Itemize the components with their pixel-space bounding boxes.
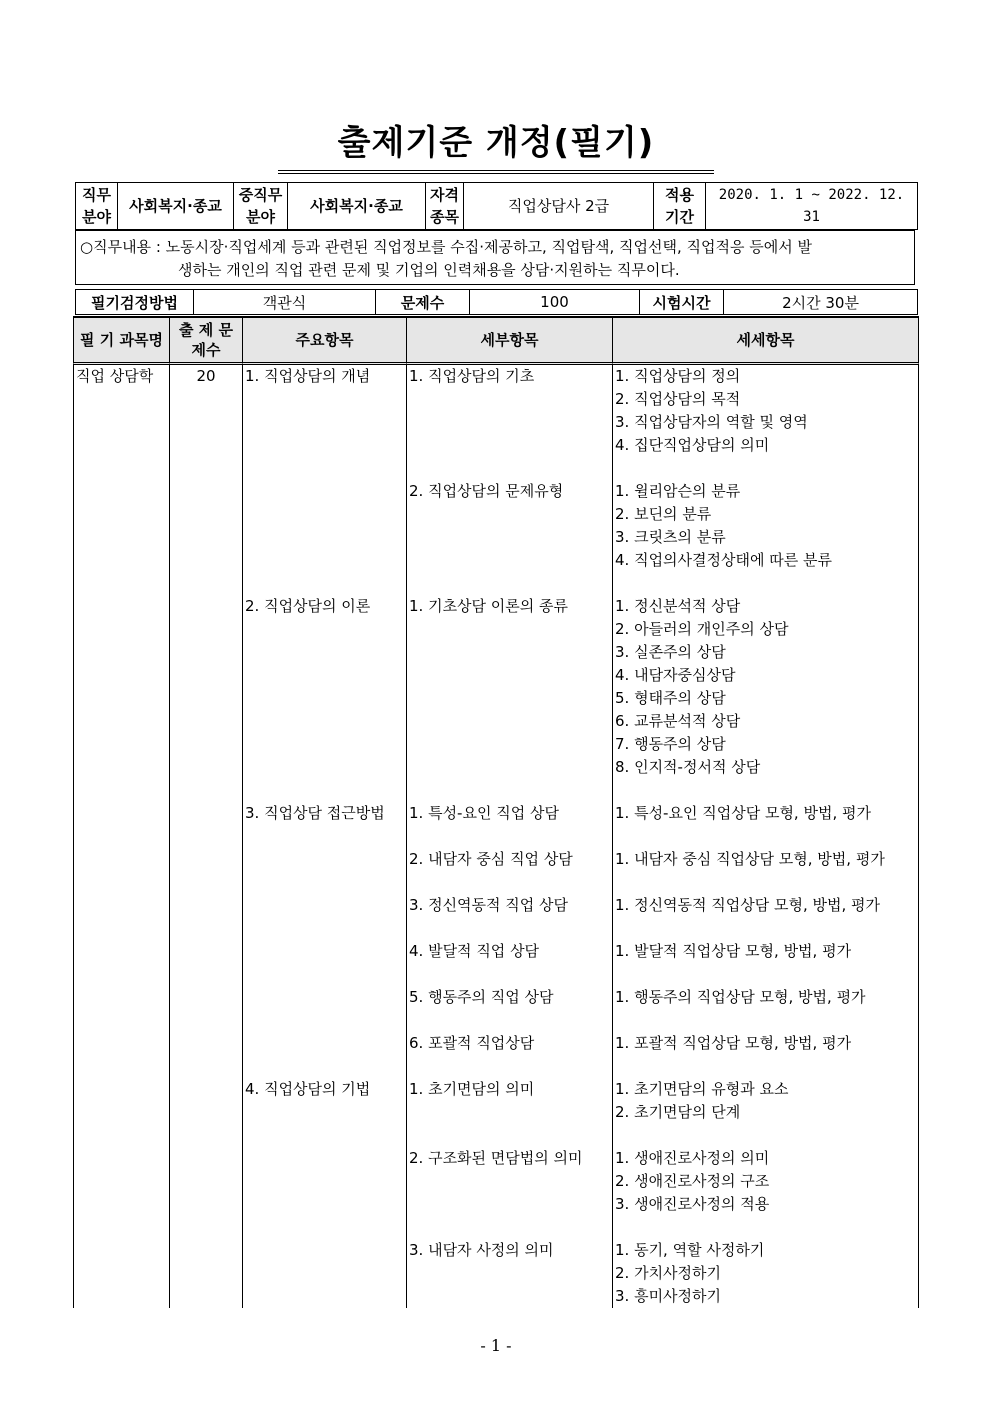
spacer (615, 917, 916, 940)
sub-item (409, 1193, 610, 1216)
detail-item: 8. 인지적-정서적 상담 (615, 758, 761, 776)
sub-item: 2. 직업상담의 문제유형 (409, 482, 564, 500)
sub-item: 3. 정신역동적 직업 상담 (409, 896, 569, 914)
spacer (615, 1216, 916, 1239)
detail-item: 3. 크릿츠의 분류 (615, 528, 726, 546)
main-item (245, 1032, 404, 1055)
detail-item: 1. 초기면담의 유형과 요소 (615, 1080, 789, 1098)
main-item: 3. 직업상담 접근방법 (245, 804, 385, 822)
spacer (615, 1055, 916, 1078)
exam-time-value: 2시간 30분 (724, 290, 918, 315)
sub-field-label: 중직무 분야 (234, 183, 288, 230)
sub-item (409, 641, 610, 664)
detail-item: 5. 형태주의 상담 (615, 689, 726, 707)
spacer (245, 457, 404, 480)
detail-item: 2. 직업상담의 목적 (615, 390, 741, 408)
spacer (615, 1009, 916, 1032)
main-item (245, 641, 404, 664)
header-sub-item: 세부항목 (407, 316, 613, 365)
spacer (615, 963, 916, 986)
main-item (245, 1170, 404, 1193)
cert-label: 자격 종목 (426, 183, 464, 230)
sub-item (409, 618, 610, 641)
info-table (75, 182, 918, 230)
sub-field-value: 사회복지·종교 (288, 183, 426, 230)
main-item (245, 388, 404, 411)
sub-item (409, 388, 610, 411)
spacer (245, 1009, 404, 1032)
spacer (409, 1124, 610, 1147)
header-main-item: 주요항목 (243, 316, 407, 365)
main-item (245, 1239, 404, 1262)
main-item (245, 940, 404, 963)
detail-item: 3. 실존주의 상담 (615, 643, 726, 661)
subject-name: 직업 상담학 (73, 365, 170, 1308)
detail-item: 1. 정신역동적 직업상담 모형, 방법, 평가 (615, 896, 881, 914)
main-item (245, 756, 404, 779)
spacer (409, 1216, 610, 1239)
spacer (245, 871, 404, 894)
sub-item: 1. 특성-요인 직업 상담 (409, 804, 559, 822)
detail-item: 3. 생애진로사정의 적용 (615, 1195, 770, 1213)
header-subject: 필 기 과목명 (73, 316, 170, 365)
sub-items-column (407, 365, 613, 1308)
detail-item: 3. 직업상담자의 역할 및 영역 (615, 413, 808, 431)
sub-item: 2. 구조화된 면담법의 의미 (409, 1149, 583, 1167)
main-item (245, 618, 404, 641)
sub-item (409, 1285, 610, 1308)
main-item (245, 411, 404, 434)
exam-method-value: 객관식 (194, 290, 376, 315)
header-count: 출 제 문제수 (170, 316, 243, 365)
detail-item: 6. 교류분석적 상담 (615, 712, 741, 730)
main-item (245, 503, 404, 526)
sub-item: 4. 발달적 직업 상담 (409, 942, 540, 960)
spacer (245, 1124, 404, 1147)
sub-item (409, 526, 610, 549)
detail-item: 2. 초기면담의 단계 (615, 1103, 741, 1121)
detail-item: 7. 행동주의 상담 (615, 735, 726, 753)
sub-item: 1. 기초상담 이론의 종류 (409, 597, 569, 615)
main-items-column (243, 365, 407, 1308)
spacer (409, 871, 610, 894)
sub-item (409, 710, 610, 733)
page-number: - 1 - (480, 1336, 512, 1355)
main-item (245, 434, 404, 457)
detail-item: 1. 내담자 중심 직업상담 모형, 방법, 평가 (615, 850, 885, 868)
cert-value: 직업상담사 2급 (464, 183, 654, 230)
main-item: 2. 직업상담의 이론 (245, 597, 371, 615)
spacer (615, 825, 916, 848)
main-item (245, 687, 404, 710)
detail-item: 1. 정신분석적 상담 (615, 597, 741, 615)
duty-line-1: ○직무내용 : 노동시장·직업세계 등과 관련된 직업정보를 수집·제공하고, 직업탐색, 직업선택, 직업적응 등에서 발 (80, 238, 812, 256)
period-value: 2020. 1. 1 ~ 2022. 12. 31 (706, 183, 918, 230)
detail-item: 3. 흥미사정하기 (615, 1287, 722, 1305)
sub-item: 1. 초기면담의 의미 (409, 1080, 535, 1098)
detail-item: 1. 윌리암슨의 분류 (615, 482, 741, 500)
detail-item: 1. 직업상담의 정의 (615, 367, 741, 385)
duty-description (75, 230, 915, 285)
spacer (245, 779, 404, 802)
sub-item (409, 664, 610, 687)
sub-item (409, 411, 610, 434)
main-item (245, 848, 404, 871)
header-detail-item: 세세항목 (613, 316, 919, 365)
detail-items-column (613, 365, 919, 1308)
spacer (409, 572, 610, 595)
sub-item (409, 687, 610, 710)
detail-item: 1. 발달적 직업상담 모형, 방법, 평가 (615, 942, 852, 960)
period-label: 적용 기간 (654, 183, 706, 230)
sub-item: 5. 행동주의 직업 상담 (409, 988, 554, 1006)
sub-item (409, 503, 610, 526)
main-item: 1. 직업상담의 개념 (245, 367, 371, 385)
detail-item: 4. 집단직업상담의 의미 (615, 436, 770, 454)
spacer (245, 572, 404, 595)
sub-item: 6. 포괄적 직업상담 (409, 1034, 535, 1052)
spacer (245, 1055, 404, 1078)
sub-item (409, 549, 610, 572)
sub-item: 1. 직업상담의 기초 (409, 367, 535, 385)
detail-item: 2. 아들러의 개인주의 상담 (615, 620, 789, 638)
main-item (245, 1285, 404, 1308)
sub-item (409, 1101, 610, 1124)
detail-item: 1. 포괄적 직업상담 모형, 방법, 평가 (615, 1034, 852, 1052)
sub-item: 2. 내담자 중심 직업 상담 (409, 850, 573, 868)
main-item (245, 1193, 404, 1216)
main-item (245, 1101, 404, 1124)
main-item (245, 664, 404, 687)
sub-item (409, 434, 610, 457)
main-item (245, 480, 404, 503)
sub-item (409, 733, 610, 756)
main-item (245, 710, 404, 733)
spacer (615, 1124, 916, 1147)
spacer (245, 963, 404, 986)
main-item (245, 526, 404, 549)
detail-item: 4. 내담자중심상담 (615, 666, 736, 684)
spacer (615, 871, 916, 894)
exam-method-label: 필기검정방법 (76, 290, 194, 315)
main-item (245, 1147, 404, 1170)
spacer (409, 917, 610, 940)
spacer (615, 457, 916, 480)
spacer (409, 1055, 610, 1078)
spacer (245, 917, 404, 940)
question-count-value: 100 (470, 290, 640, 315)
main-item (245, 986, 404, 1009)
spacer (409, 1009, 610, 1032)
detail-item: 2. 생애진로사정의 구조 (615, 1172, 770, 1190)
exam-time-label: 시험시간 (640, 290, 724, 315)
title-wrap (0, 115, 992, 174)
spacer (409, 963, 610, 986)
main-item (245, 549, 404, 572)
spacer (245, 825, 404, 848)
detail-item: 2. 보딘의 분류 (615, 505, 712, 523)
spacer (615, 779, 916, 802)
spacer (245, 1216, 404, 1239)
spacer (409, 825, 610, 848)
sub-item (409, 1262, 610, 1285)
detail-item: 1. 생애진로사정의 의미 (615, 1149, 770, 1167)
sub-item (409, 756, 610, 779)
sub-item (409, 1170, 610, 1193)
subject-question-count: 20 (170, 365, 243, 1308)
sub-item: 3. 내담자 사정의 의미 (409, 1241, 554, 1259)
job-field-value: 사회복지·종교 (118, 183, 234, 230)
criteria-table (73, 316, 919, 1308)
detail-item: 1. 동기, 역할 사정하기 (615, 1241, 765, 1259)
question-count-label: 문제수 (376, 290, 470, 315)
main-item (245, 894, 404, 917)
exam-info-table (75, 289, 918, 315)
main-item (245, 733, 404, 756)
duty-line-2: 생하는 개인의 직업 관련 문제 및 기업의 인력채용을 상담·지원하는 직무이다. (178, 261, 680, 279)
detail-item: 4. 직업의사결정상태에 따른 분류 (615, 551, 832, 569)
main-item (245, 1262, 404, 1285)
spacer (409, 457, 610, 480)
spacer (409, 779, 610, 802)
detail-item: 1. 특성-요인 직업상담 모형, 방법, 평가 (615, 804, 871, 822)
detail-item: 2. 가치사정하기 (615, 1264, 722, 1282)
document-title: 출제기준 개정(필기) (278, 115, 715, 174)
job-field-label: 직무 분야 (76, 183, 118, 230)
spacer (615, 572, 916, 595)
main-item: 4. 직업상담의 기법 (245, 1080, 371, 1098)
detail-item: 1. 행동주의 직업상담 모형, 방법, 평가 (615, 988, 866, 1006)
